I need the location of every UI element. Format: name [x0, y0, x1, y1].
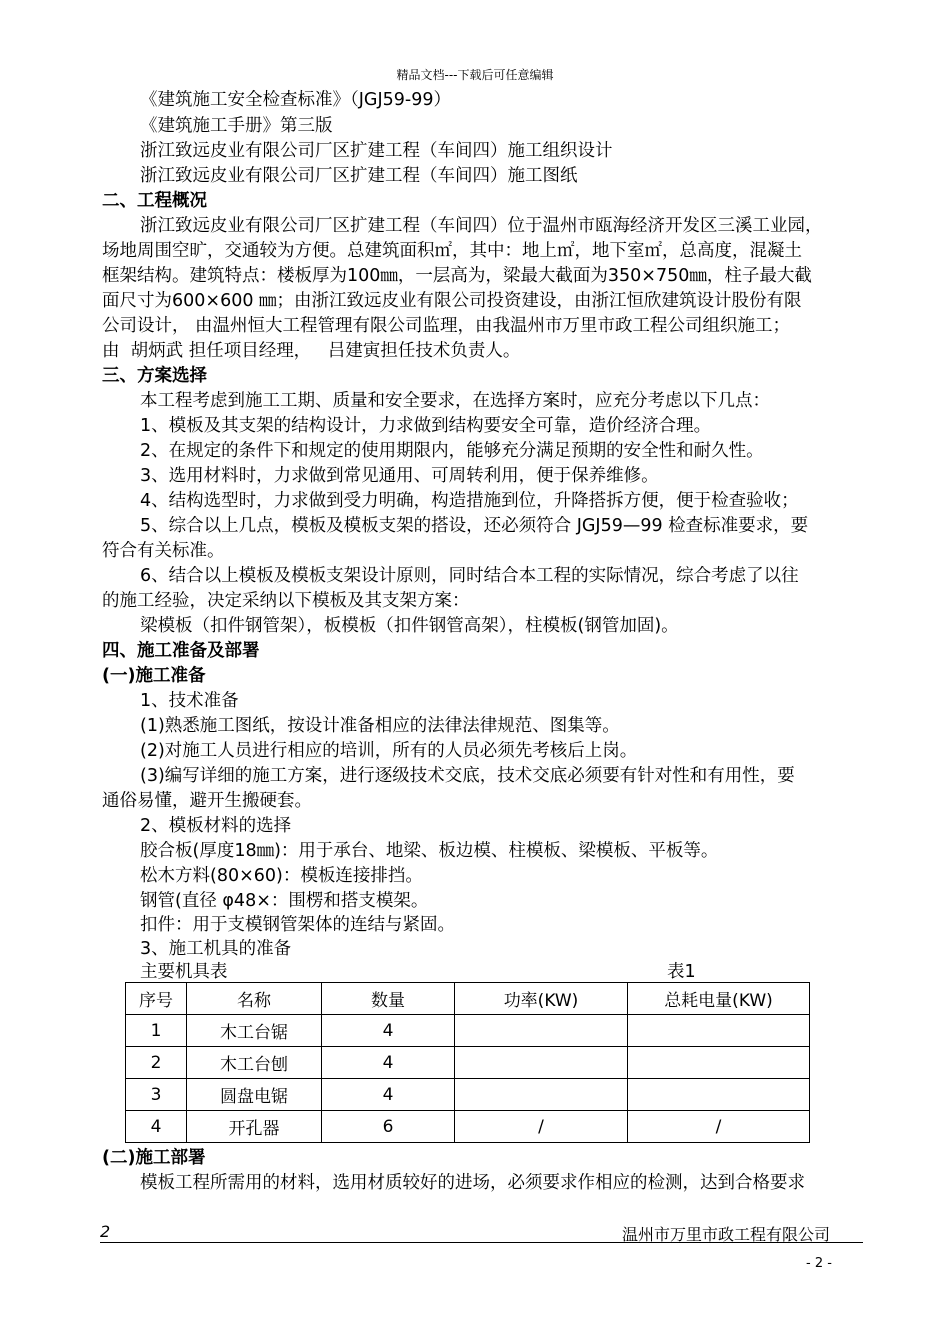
paragraph-line: 框架结构。建筑特点：楼板厚为100㎜，一层高为，梁最大截面为350×750㎜，柱子最大截 — [102, 266, 812, 286]
footer-company: 温州市万里市政工程有限公司 — [622, 1225, 831, 1244]
table-cell: / — [455, 1111, 628, 1143]
section-heading: 二、工程概况 — [102, 191, 207, 211]
reference-line: 《建筑施工安全检查标准》（JGJ59-99） — [140, 90, 451, 110]
list-item: 4、结构选型时，力求做到受力明确，构造措施到位，升降搭拆方便，便于检查验收； — [140, 491, 799, 511]
list-item: 钢管(直径 φ48×：围楞和搭支模架。 — [140, 891, 429, 911]
list-item: 1、模板及其支架的结构设计，力求做到结构要安全可靠，造价经济合理。 — [140, 416, 712, 436]
table-cell — [455, 1015, 628, 1047]
table-cell: 4 — [322, 1079, 455, 1111]
table-header-cell: 序号 — [126, 983, 187, 1015]
page-header: 精品文档---下载后可任意编辑 — [396, 68, 554, 82]
table-header-cell: 名称 — [187, 983, 322, 1015]
footer-divider — [100, 1242, 863, 1243]
list-item: 6、结合以上模板及模板支架设计原则，同时结合本工程的实际情况，综合考虑了以往 — [140, 566, 799, 586]
reference-line: 浙江致远皮业有限公司厂区扩建工程（车间四）施工图纸 — [140, 166, 578, 186]
table-cell: 2 — [126, 1047, 187, 1079]
list-item: 2、模板材料的选择 — [140, 816, 292, 836]
footer-page-number: 2 — [100, 1222, 111, 1241]
paragraph-line: 浙江致远皮业有限公司厂区扩建工程（车间四）位于温州市瓯海经济开发区三溪工业园， — [140, 216, 823, 236]
table-row — [126, 1015, 810, 1047]
list-item: (3)编写详细的施工方案，进行逐级技术交底，技术交底必须要有针对性和有用性，要 — [140, 766, 795, 786]
list-item: 5、综合以上几点，模板及模板支架的搭设，还必须符合 JGJ59—99 检查标准要求，要 — [140, 516, 809, 536]
table-cell: 圆盘电锯 — [187, 1079, 322, 1111]
list-item: (1)熟悉施工图纸，按设计准备相应的法律法律规范、图集等。 — [140, 716, 620, 736]
paragraph-line: 面尺寸为600×600 ㎜；由浙江致远皮业有限公司投资建设，由浙江恒欣建筑设计股份有限 — [102, 291, 802, 311]
list-item: 3、施工机具的准备 — [140, 939, 292, 959]
subsection-heading: (一)施工准备 — [102, 666, 206, 686]
list-item: 3、选用材料时，力求做到常见通用、可周转利用，便于保养维修。 — [140, 466, 659, 486]
paragraph-line: 由 胡炳武 担任项目经理， 吕建寅担任技术负责人。 — [102, 341, 521, 361]
table-cell: 木工台锯 — [187, 1015, 322, 1047]
table-caption: 主要机具表 — [140, 962, 228, 982]
table-row — [126, 1047, 810, 1079]
table-cell: 开孔器 — [187, 1111, 322, 1143]
table-cell: 4 — [126, 1111, 187, 1143]
table-cell: / — [628, 1111, 810, 1143]
table-cell: 4 — [322, 1015, 455, 1047]
table-row — [126, 1079, 810, 1111]
list-item: 符合有关标准。 — [102, 541, 225, 561]
page-marker: - 2 - — [806, 1256, 832, 1271]
paragraph-line: 本工程考虑到施工工期、质量和安全要求，在选择方案时，应充分考虑以下几点： — [140, 391, 770, 411]
list-item: 通俗易懂，避开生搬硬套。 — [102, 791, 312, 811]
table-cell: 木工台刨 — [187, 1047, 322, 1079]
paragraph-line: 梁模板（扣件钢管架），板模板（扣件钢管高架），柱模板(钢管加固)。 — [140, 616, 679, 636]
list-item: 扣件：用于支模钢管架体的连结与紧固。 — [140, 915, 455, 935]
list-item: 松木方料(80×60)：模板连接排挡。 — [140, 866, 423, 886]
list-item: (2)对施工人员进行相应的培训，所有的人员必须先考核后上岗。 — [140, 741, 638, 761]
table-cell: 1 — [126, 1015, 187, 1047]
equipment-table — [125, 982, 810, 1143]
list-item: 胶合板(厚度18㎜)：用于承台、地梁、板边模、柱模板、梁模板、平板等。 — [140, 841, 719, 861]
table-cell — [628, 1015, 810, 1047]
table-header-cell: 数量 — [322, 983, 455, 1015]
subsection-heading: (二)施工部署 — [102, 1148, 206, 1168]
table-cell: 4 — [322, 1047, 455, 1079]
table-number: 表1 — [667, 962, 696, 982]
list-item: 2、在规定的条件下和规定的使用期限内，能够充分满足预期的安全性和耐久性。 — [140, 441, 764, 461]
table-cell: 6 — [322, 1111, 455, 1143]
table-cell — [628, 1047, 810, 1079]
table-cell — [455, 1047, 628, 1079]
section-heading: 四、施工准备及部署 — [102, 641, 260, 661]
table-cell — [455, 1079, 628, 1111]
reference-line: 《建筑施工手册》第三版 — [140, 116, 333, 136]
paragraph-line: 模板工程所需用的材料，选用材质较好的进场，必须要求作相应的检测，达到合格要求 — [140, 1173, 805, 1193]
reference-line: 浙江致远皮业有限公司厂区扩建工程（车间四）施工组织设计 — [140, 141, 613, 161]
table-cell: 3 — [126, 1079, 187, 1111]
list-item: 1、技术准备 — [140, 691, 239, 711]
table-header-cell: 总耗电量(KW) — [628, 983, 810, 1015]
section-heading: 三、方案选择 — [102, 366, 207, 386]
table-cell — [628, 1079, 810, 1111]
table-header-row — [126, 983, 810, 1015]
table-header-cell: 功率(KW) — [455, 983, 628, 1015]
paragraph-line: 公司设计， 由温州恒大工程管理有限公司监理，由我温州市万里市政工程公司组织施工； — [102, 316, 791, 336]
paragraph-line: 场地周围空旷，交通较为方便。总建筑面积㎡，其中：地上㎡，地下室㎡，总高度，混凝土 — [102, 241, 802, 261]
list-item: 的施工经验，决定采纳以下模板及其支架方案： — [102, 591, 470, 611]
table-row — [126, 1111, 810, 1143]
